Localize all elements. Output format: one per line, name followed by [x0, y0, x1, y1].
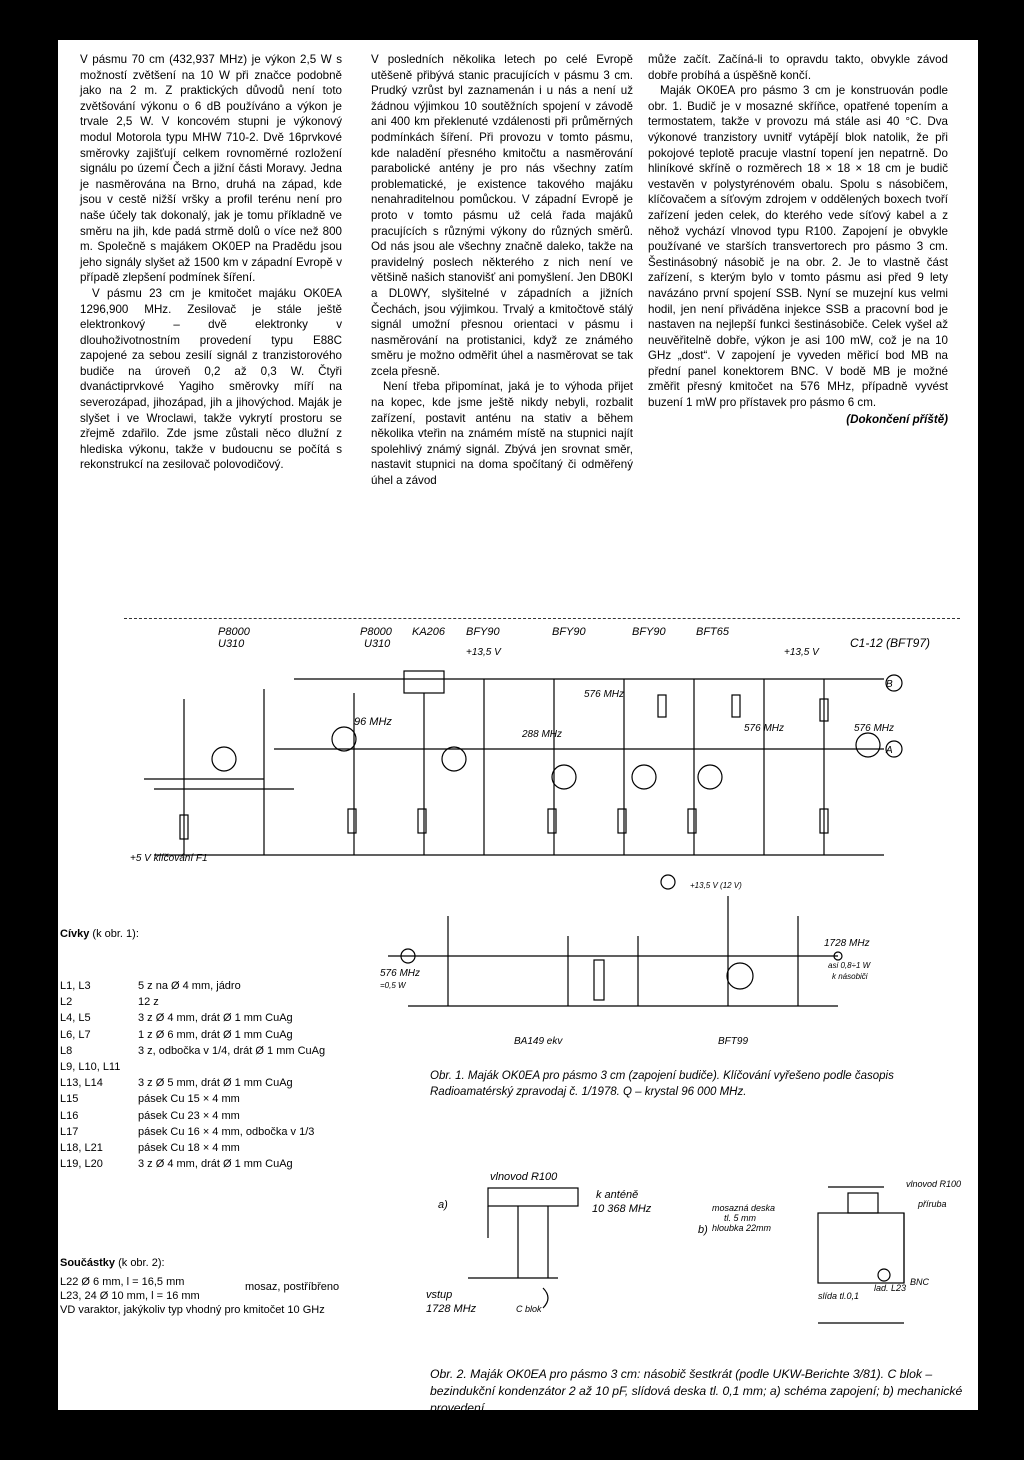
- figure-1-caption: Obr. 1. Maják OK0EA pro pásmo 3 cm (zapojení budiče). Klíčování vyřešeno podle časopis Radioamatérský zpravodaj č. 1/1978. Q – krystal 96 000 MHz.: [430, 1070, 894, 1098]
- coil-spec: 3 z Ø 4 mm, drát Ø 1 mm CuAg: [138, 1012, 293, 1025]
- schematic-label: =0,5 W: [380, 981, 406, 990]
- voltage-label: +13,5 V (12 V): [690, 881, 742, 890]
- magazine-page: [58, 40, 978, 1445]
- coil-name: L16: [60, 1109, 79, 1122]
- coil-row: [60, 978, 325, 994]
- fig2-a-label: a): [438, 1199, 448, 1211]
- schematic-label: 1728 MHz: [824, 938, 870, 949]
- schematic-label: BFT99: [718, 1036, 749, 1047]
- coil-name: L4, L5: [60, 1012, 91, 1025]
- mech-label: hloubka 22mm: [712, 1223, 772, 1233]
- coil-name: L13, L14: [60, 1077, 103, 1090]
- issue-number: [618, 1420, 635, 1446]
- coil-row: [60, 1059, 325, 1075]
- antenna-freq: 10 368 MHz: [592, 1203, 652, 1215]
- continued-note: (Dokončení příště): [846, 412, 948, 426]
- paragraph: Maják OK0EA pro pásmo 3 cm je konstruován podle obr. 1. Budič je v mosazné skříňce, opatřené topením a termostatem, takže v provozu má stále asi 40 °C. Dva výkonové tranzistory uvnitř vytápějí blok natolik, že při pokojové teplotě pracuje vlastní topení jen nepatrně. Do hliníkové skříně o rozměrech 18 × 18 × 18 cm je budič vestavěn v polystyrénovém obalu. Spolu s násobičem, klíčovačem a síťovým zdrojem v oddělených boxech tvoří zařízení jeden celek, do kterého vede síťový kabel a z něhož vychází vlnovod typu R100. Zapojení je obvykle používané ve starších transvertorech pro pásmo 3 cm. Šestinásobný násobič je na obr. 2. Je to vlastně část zařízení, s kterým bylo v tomto pásmu asi před 9 lety navázáno první spojení SSB. Nyní se muzejní kus velmi hodil, jen není přiváděna injekce SSB a pracovní bod je nastaven na nejlepší funkci šestinásobiče. Celek vyšel až neuvěřitelně dobře, výkon je asi 100 mW, což je na 10 GHz „dost“. V zapojení je vyveden měřicí bod MB na přední panel konektorem BNC. V bodě MB je možné změřit přesný kmitočet na 576 MHz, případně vyvést buzení 1 mW pro přístavek pro pásmo 6 cm.: [648, 84, 948, 410]
- coil-name: L15: [60, 1093, 79, 1106]
- freq-label: 576 MHz: [744, 723, 785, 734]
- coil-spec: 12 z: [138, 996, 159, 1009]
- article-column-2: [371, 52, 633, 489]
- schematic-label: BFY90: [632, 626, 666, 638]
- coil-spec: pásek Cu 23 × 4 mm: [138, 1109, 240, 1122]
- coil-name: L8: [60, 1044, 73, 1057]
- coil-row: [60, 1027, 325, 1043]
- keying-label: +5 V klíčování F1: [130, 853, 208, 864]
- paragraph: Není třeba připomínat, jaká je to výhoda přijet na kopec, kde jsme ještě nikdy nebyli, rozbalit zařízení, postavit anténu na stativ a během několika vteřin na známém místě na stupnici najít spolehlivý známý signál. Zbývá jen srovnat směr, nastavit stupnici na doma spočítaný či odměřený úhel a závod: [371, 380, 633, 488]
- coil-row: [60, 994, 325, 1010]
- parts-line: L23, 24 Ø 10 mm, l = 16 mm: [60, 1290, 200, 1302]
- freq-label: 576 MHz: [854, 723, 895, 734]
- article-column-1: [80, 52, 342, 473]
- freq-label: 576 MHz: [584, 689, 625, 700]
- coils-table: [60, 978, 325, 1172]
- paragraph: V pásmu 23 cm je kmitočet majáku OK0EA 1296,900 MHz. Zesilovač je stále ještě elektronkový – dvě elektronky v dlouhoživotnostním provedení typu E88C zapojené za sebou zesilí signál z tranzistorového budiče na úroveň 0,2 až 0,3 W. Čtyři dvanáctiprvkové Yagiho směrovky míří na severozápad, jihozápad, jih a jihovýchod. Maják je slyšet i ve Wroclawi, takže vykrytí prostoru se zřejmě zdařilo. Zde jsme zůstali něco dlužní z hlediska výkonu, takže v budoucnu se počítá s rekonstrukcí na zesilovač polovodičový.: [80, 286, 342, 472]
- antenna-label: k anténě: [596, 1189, 639, 1201]
- cblok-label: C blok: [516, 1304, 542, 1314]
- coil-row: [60, 1010, 325, 1026]
- coil-name: L18, L21: [60, 1142, 103, 1155]
- article-column-3: [648, 52, 948, 427]
- parts-heading: [60, 1257, 165, 1269]
- coil-spec: [138, 1059, 325, 1075]
- mech-label: tl. 5 mm: [724, 1213, 757, 1223]
- fig2-circuit-a: [368, 1168, 652, 1328]
- coils-title-ref: (k obr. 1):: [92, 928, 139, 940]
- parts-line: VD varaktor, jakýkoliv typ vhodný pro kmitočet 10 GHz: [60, 1304, 325, 1316]
- issue-bottom: 92: [618, 1433, 629, 1445]
- voltage-label: +13,5 V: [466, 647, 501, 658]
- schematic-drawing: [124, 619, 960, 867]
- fig2-mechanical: [648, 1173, 968, 1343]
- coil-spec: pásek Cu 16 × 4 mm, odbočka v 1/3: [138, 1125, 315, 1138]
- coil-name: L17: [60, 1125, 79, 1138]
- coil-spec: 3 z Ø 5 mm, drát Ø 1 mm CuAg: [138, 1077, 293, 1090]
- coil-spec: pásek Cu 18 × 4 mm: [138, 1142, 240, 1155]
- mech-label: příruba: [918, 1199, 947, 1209]
- coil-spec: 3 z Ø 4 mm, drát Ø 1 mm CuAg: [138, 1158, 293, 1171]
- parts-line: L22 Ø 6 mm, l = 16,5 mm: [60, 1276, 185, 1288]
- coil-spec: 3 z, odbočka v 1/4, drát Ø 1 mm CuAg: [138, 1044, 326, 1057]
- coil-spec: pásek Cu 15 × 4 mm: [138, 1093, 240, 1106]
- magazine-logo: Amatérské RADIO: [650, 1422, 794, 1448]
- schematic-label: k násobiči: [832, 972, 868, 981]
- page-number: 139: [876, 1420, 908, 1441]
- freq-label: 96 MHz: [354, 716, 392, 728]
- page-footer: [618, 1420, 958, 1460]
- mech-label: lad. L23: [874, 1283, 907, 1293]
- coils-heading: [60, 928, 139, 940]
- fig2-b-label: b): [698, 1224, 708, 1236]
- schematic-fig1: [124, 618, 960, 867]
- parts-title: Součástky: [60, 1257, 116, 1269]
- coil-row: [60, 1091, 325, 1107]
- issue-top: A/3: [618, 1420, 635, 1432]
- schematic-label: BFY90: [552, 626, 586, 638]
- input-freq: 1728 MHz: [426, 1303, 477, 1315]
- paragraph: V pásmu 70 cm (432,937 MHz) je výkon 2,5 W s možností zvětšení na 10 W při značce podobně jako na 2 m. Z praktických důvodů není toto zvětšování výkonu o 6 dB používáno a výkon je trvale 2,5 W. V koncovém stupni je výkonový modul Motorola typu MHW 710-2. Dvě 16prvkové směrovky zajišťují celkem rovnoměrné rozložení signálu po území Čech a jižní části Moravy. Jedna je nasměrována na Brno, druhá na západ, kde jsou v cestě nižší vršky a profil terénu není pro naše účely tak dokonalý, jak je tomu příkladně ve směru na jih, kde padá strmě dolů o více než 800 m. Společně s majákem OK0EP na Pradědu jsou jeho signály slyšet až 1500 km v západní Evropě v případě zlepšení podmínek šíření.: [80, 53, 342, 285]
- figure-2-caption: Obr. 2. Maják OK0EA pro pásmo 3 cm: násobič šestkrát (podle UKW-Berichte 3/81). C blok – bezindukční kondenzátor 2 až 10 pF, slídová deska tl. 0,1 mm; a) schéma zapojení; b) mechanické provedení: [430, 1367, 963, 1415]
- parts-title-ref: (k obr. 2):: [118, 1257, 165, 1269]
- coil-row: [60, 1075, 325, 1091]
- parts-aside: mosaz, postříbřeno: [245, 1281, 340, 1293]
- coil-row: [60, 1043, 325, 1059]
- schematic-label: KA206: [412, 626, 446, 638]
- coil-spec: 1 z Ø 6 mm, drát Ø 1 mm CuAg: [138, 1028, 293, 1041]
- schematic-label: asi 0,8÷1 W: [828, 961, 871, 970]
- coil-spec: 5 z na Ø 4 mm, jádro: [138, 980, 241, 992]
- coils-title: Cívky: [60, 928, 90, 940]
- schematic-label: BFY90: [466, 626, 500, 638]
- coil-name: L1, L3: [60, 980, 91, 992]
- coil-row: [60, 1156, 325, 1172]
- input-label: vstup: [426, 1289, 453, 1301]
- output-b-marker: B: [886, 679, 893, 690]
- coil-name: L2: [60, 996, 73, 1009]
- output-a-marker: A: [886, 745, 893, 756]
- schematic-label: C1-12 (BFT97): [850, 636, 931, 650]
- schematic-label: U310: [218, 638, 245, 650]
- schematic-label: 576 MHz: [380, 968, 421, 979]
- mech-label: BNC: [910, 1277, 930, 1287]
- coil-row: [60, 1108, 325, 1124]
- schematic-label: U310: [364, 638, 391, 650]
- coil-row: [60, 1124, 325, 1140]
- mech-label: vlnovod R100: [906, 1179, 962, 1189]
- paragraph: může začít. Začíná-li to opravdu takto, obvykle závod dobře probíhá a úspěšně končí.: [648, 53, 948, 82]
- paragraph: V posledních několika letech po celé Evropě utěšeně přibývá stanic pracujících v pásmu 3 cm. Prudký vzrůst byl zaznamenán i u nás a není už žádnou výjimkou 10 soutěžních spojení v závodě ani 400 km překlenuté vzdálenosti při průměrných podmínkách šíření. Při provozu v tomto pásmu, kde naladění přesného kmitočtu a nasměrování parabolické antény je pro nás všechny zatím problematické, je existence takového majáku nenahraditelnou pomůckou. V západní Evropě je proto v tomto pásmu už celá řada majáků pracujících s různými výkony do různých směrů. Od nás jsou ale všechny značně daleko, takže na pravidelný poslech některého z nich není ve většině našich stanovišť ani pomyšlení. Jen DB0KI a DL0WY, slyšitelné v západních a jižních Čechách, jsou výjimkou. Trvalý a kmitočtově stálý signál umožní přesnou orientaci v pásmu i nasměrování na protistanici, když ze známého směru je možno odměřit úhel a nasměrovat se tak zcela přesně.: [371, 53, 633, 378]
- schematic-label: P8000: [360, 626, 392, 638]
- mech-label: slída tl.0,1: [818, 1291, 860, 1301]
- schematic-fig1-lower: [368, 876, 888, 1056]
- schematic-label: P8000: [218, 626, 250, 638]
- coil-name: L6, L7: [60, 1028, 91, 1041]
- waveguide-label: vlnovod R100: [490, 1171, 558, 1183]
- mech-label: mosazná deska: [712, 1203, 776, 1213]
- coil-row: [60, 1140, 325, 1156]
- parts-list: [60, 1275, 360, 1317]
- schematic-label: BA149 ekv: [514, 1036, 563, 1047]
- schematic-label: BFT65: [696, 626, 730, 638]
- coil-name: L19, L20: [60, 1158, 103, 1171]
- voltage-label: +13,5 V: [784, 647, 819, 658]
- freq-label: 288 MHz: [522, 729, 563, 740]
- coil-name: L9, L10, L11: [60, 1061, 121, 1074]
